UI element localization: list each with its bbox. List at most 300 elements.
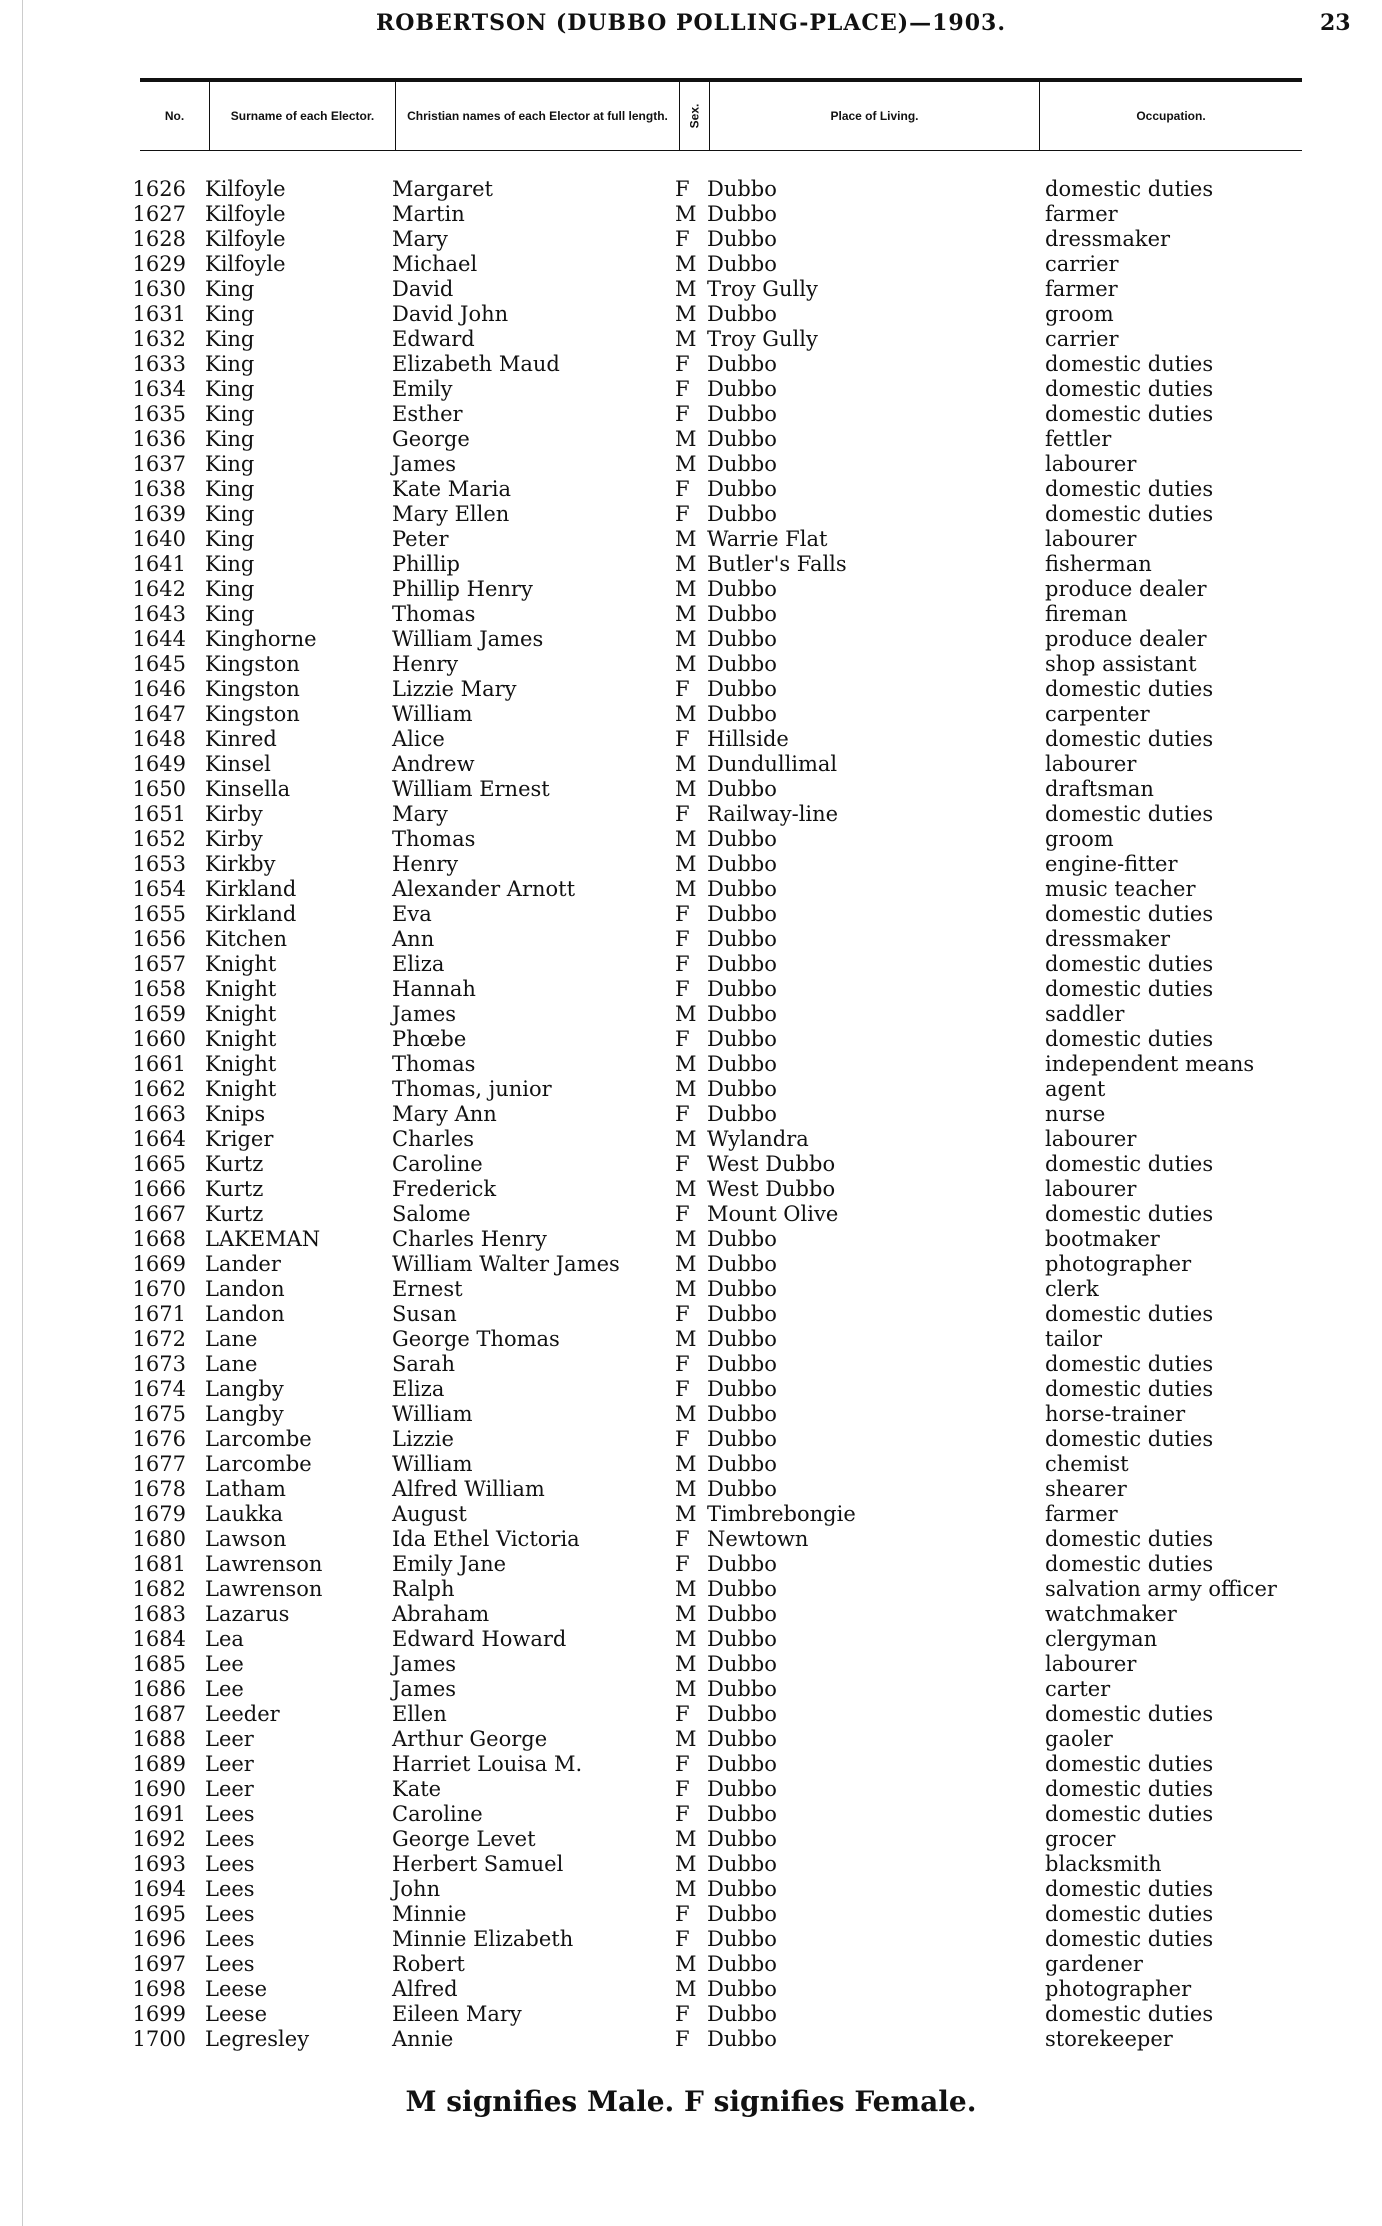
elector-place: Timbrebongie <box>707 1502 856 1526</box>
elector-christian-names: Eliza <box>392 1377 445 1401</box>
elector-occupation: carter <box>1045 1677 1111 1701</box>
elector-number: 1633 <box>132 352 186 376</box>
elector-list <box>0 177 1382 2052</box>
table-header <box>140 78 1302 151</box>
elector-christian-names: Caroline <box>392 1152 483 1176</box>
elector-place: Dubbo <box>707 1827 777 1851</box>
elector-occupation: domestic duties <box>1045 1027 1214 1051</box>
elector-occupation: saddler <box>1045 1002 1125 1026</box>
elector-sex: M <box>675 552 697 576</box>
elector-sex: M <box>675 1852 697 1876</box>
elector-christian-names: William <box>392 702 473 726</box>
elector-occupation: domestic duties <box>1045 1702 1214 1726</box>
elector-place: Dubbo <box>707 377 777 401</box>
table-row <box>0 1152 1382 1177</box>
elector-christian-names: Ernest <box>392 1277 463 1301</box>
elector-christian-names: Sarah <box>392 1352 455 1376</box>
elector-sex: F <box>675 1552 690 1576</box>
elector-christian-names: James <box>392 1652 457 1676</box>
elector-number: 1668 <box>132 1227 186 1251</box>
table-row <box>0 1877 1382 1902</box>
elector-number: 1675 <box>132 1402 186 1426</box>
elector-place: Dubbo <box>707 1102 777 1126</box>
elector-surname: Knight <box>205 952 277 976</box>
elector-sex: M <box>675 1277 697 1301</box>
elector-number: 1638 <box>132 477 186 501</box>
table-row <box>0 777 1382 802</box>
elector-number: 1681 <box>132 1552 186 1576</box>
elector-place: Dubbo <box>707 952 777 976</box>
elector-sex: M <box>675 277 697 301</box>
table-row <box>0 1202 1382 1227</box>
table-row <box>0 527 1382 552</box>
table-row <box>0 952 1382 977</box>
elector-surname: Leer <box>205 1752 254 1776</box>
elector-number: 1700 <box>132 2027 186 2051</box>
elector-sex: M <box>675 1977 697 2001</box>
elector-occupation: domestic duties <box>1045 1302 1214 1326</box>
elector-christian-names: Thomas <box>392 1052 476 1076</box>
elector-surname: Kilfoyle <box>205 252 286 276</box>
elector-christian-names: Phillip Henry <box>392 577 533 601</box>
elector-occupation: draftsman <box>1045 777 1154 801</box>
table-row <box>0 1702 1382 1727</box>
elector-surname: Kinsel <box>205 752 271 776</box>
table-row <box>0 477 1382 502</box>
elector-surname: Langby <box>205 1402 284 1426</box>
elector-place: Dubbo <box>707 702 777 726</box>
elector-number: 1663 <box>132 1102 186 1126</box>
elector-sex: M <box>675 652 697 676</box>
table-row <box>0 377 1382 402</box>
elector-sex: M <box>675 527 697 551</box>
elector-place: Dubbo <box>707 1477 777 1501</box>
elector-sex: F <box>675 2002 690 2026</box>
elector-occupation: domestic duties <box>1045 1902 1214 1926</box>
elector-place: Dubbo <box>707 2002 777 2026</box>
table-row <box>0 1527 1382 1552</box>
elector-occupation: farmer <box>1045 1502 1118 1526</box>
elector-number: 1665 <box>132 1152 186 1176</box>
table-row <box>0 1377 1382 1402</box>
elector-christian-names: Phœbe <box>392 1027 467 1051</box>
elector-place: Dubbo <box>707 227 777 251</box>
elector-place: Dubbo <box>707 1977 777 2001</box>
elector-christian-names: Michael <box>392 252 478 276</box>
table-row <box>0 1802 1382 1827</box>
elector-number: 1655 <box>132 902 186 926</box>
elector-occupation: domestic duties <box>1045 402 1214 426</box>
elector-place: Dubbo <box>707 502 777 526</box>
table-row <box>0 402 1382 427</box>
elector-place: West Dubbo <box>707 1152 836 1176</box>
elector-place: Dubbo <box>707 852 777 876</box>
elector-number: 1656 <box>132 927 186 951</box>
elector-place: Dubbo <box>707 1327 777 1351</box>
elector-place: Dubbo <box>707 352 777 376</box>
elector-christian-names: Eileen Mary <box>392 2002 522 2026</box>
elector-surname: King <box>205 277 255 301</box>
table-row <box>0 627 1382 652</box>
elector-number: 1687 <box>132 1702 186 1726</box>
table-row <box>0 1052 1382 1077</box>
elector-place: Dubbo <box>707 1452 777 1476</box>
elector-number: 1688 <box>132 1727 186 1751</box>
elector-number: 1679 <box>132 1502 186 1526</box>
elector-sex: M <box>675 577 697 601</box>
elector-christian-names: Charles <box>392 1127 475 1151</box>
elector-christian-names: Kate Maria <box>392 477 512 501</box>
elector-surname: Kurtz <box>205 1202 264 1226</box>
table-row <box>0 1552 1382 1577</box>
elector-surname: King <box>205 327 255 351</box>
column-header-christian-names: Christian names of each Elector at full length. <box>396 82 680 150</box>
table-row <box>0 977 1382 1002</box>
elector-number: 1642 <box>132 577 186 601</box>
table-row <box>0 852 1382 877</box>
elector-surname: Knight <box>205 1027 277 1051</box>
elector-number: 1653 <box>132 852 186 876</box>
elector-place: Dubbo <box>707 777 777 801</box>
elector-occupation: domestic duties <box>1045 377 1214 401</box>
elector-number: 1697 <box>132 1952 186 1976</box>
elector-number: 1673 <box>132 1352 186 1376</box>
elector-place: Wylandra <box>707 1127 809 1151</box>
elector-christian-names: Mary <box>392 227 448 251</box>
elector-place: Dubbo <box>707 1077 777 1101</box>
elector-number: 1648 <box>132 727 186 751</box>
table-row <box>0 1452 1382 1477</box>
table-row <box>0 552 1382 577</box>
elector-sex: M <box>675 452 697 476</box>
elector-number: 1639 <box>132 502 186 526</box>
table-row <box>0 802 1382 827</box>
elector-occupation: domestic duties <box>1045 1927 1214 1951</box>
elector-occupation: blacksmith <box>1045 1852 1162 1876</box>
elector-place: Dubbo <box>707 477 777 501</box>
elector-occupation: watchmaker <box>1045 1602 1177 1626</box>
elector-surname: LAKEMAN <box>205 1227 321 1251</box>
elector-sex: M <box>675 327 697 351</box>
elector-occupation: farmer <box>1045 202 1118 226</box>
elector-occupation: photographer <box>1045 1977 1192 2001</box>
elector-sex: F <box>675 1802 690 1826</box>
elector-place: Dubbo <box>707 1777 777 1801</box>
elector-occupation: gardener <box>1045 1952 1143 1976</box>
elector-sex: M <box>675 427 697 451</box>
elector-occupation: domestic duties <box>1045 1552 1214 1576</box>
elector-surname: Leese <box>205 1977 268 2001</box>
elector-place: Dubbo <box>707 1627 777 1651</box>
elector-surname: Knips <box>205 1102 266 1126</box>
elector-sex: M <box>675 1477 697 1501</box>
table-row <box>0 577 1382 602</box>
elector-place: Dubbo <box>707 1902 777 1926</box>
elector-christian-names: David <box>392 277 454 301</box>
elector-surname: King <box>205 402 255 426</box>
elector-place: Dubbo <box>707 1602 777 1626</box>
elector-number: 1637 <box>132 452 186 476</box>
elector-place: Troy Gully <box>707 277 818 301</box>
elector-christian-names: Minnie <box>392 1902 467 1926</box>
elector-surname: King <box>205 352 255 376</box>
elector-christian-names: Martin <box>392 202 465 226</box>
elector-christian-names: Salome <box>392 1202 471 1226</box>
elector-surname: King <box>205 577 255 601</box>
elector-place: Dubbo <box>707 2027 777 2051</box>
elector-number: 1647 <box>132 702 186 726</box>
elector-sex: F <box>675 1777 690 1801</box>
elector-occupation: domestic duties <box>1045 1777 1214 1801</box>
elector-place: Dubbo <box>707 1677 777 1701</box>
elector-place: Dubbo <box>707 602 777 626</box>
elector-christian-names: Phillip <box>392 552 460 576</box>
table-row <box>0 652 1382 677</box>
elector-sex: F <box>675 1027 690 1051</box>
elector-christian-names: Ellen <box>392 1702 447 1726</box>
elector-christian-names: Annie <box>392 2027 454 2051</box>
elector-occupation: clergyman <box>1045 1627 1158 1651</box>
elector-occupation: grocer <box>1045 1827 1116 1851</box>
elector-sex: M <box>675 852 697 876</box>
elector-surname: Leese <box>205 2002 268 2026</box>
column-header-sex-label: Sex. <box>687 103 702 129</box>
elector-surname: Lees <box>205 1877 255 1901</box>
elector-christian-names: James <box>392 1002 457 1026</box>
elector-sex: F <box>675 977 690 1001</box>
elector-christian-names: William <box>392 1402 473 1426</box>
elector-number: 1666 <box>132 1177 186 1201</box>
elector-sex: M <box>675 1077 697 1101</box>
elector-surname: Larcombe <box>205 1427 312 1451</box>
table-row <box>0 1427 1382 1452</box>
table-row <box>0 1977 1382 2002</box>
elector-place: Dubbo <box>707 1652 777 1676</box>
elector-occupation: music teacher <box>1045 877 1196 901</box>
column-header-occupation: Occupation. <box>1136 109 1206 123</box>
elector-surname: Knight <box>205 1002 277 1026</box>
elector-surname: Lane <box>205 1352 258 1376</box>
elector-number: 1659 <box>132 1002 186 1026</box>
elector-occupation: nurse <box>1045 1102 1106 1126</box>
elector-place: Dubbo <box>707 1802 777 1826</box>
elector-number: 1643 <box>132 602 186 626</box>
elector-place: Dubbo <box>707 1402 777 1426</box>
elector-place: Dubbo <box>707 1577 777 1601</box>
elector-surname: Lawson <box>205 1527 287 1551</box>
elector-christian-names: Frederick <box>392 1177 497 1201</box>
elector-occupation: domestic duties <box>1045 1802 1214 1826</box>
column-header-sex <box>680 82 710 150</box>
elector-place: Warrie Flat <box>707 527 828 551</box>
elector-christian-names: Alfred William <box>392 1477 545 1501</box>
elector-place: Dubbo <box>707 927 777 951</box>
elector-occupation: gaoler <box>1045 1727 1113 1751</box>
elector-place: West Dubbo <box>707 1177 836 1201</box>
elector-christian-names: Margaret <box>392 177 493 201</box>
elector-christian-names: Hannah <box>392 977 476 1001</box>
elector-occupation: labourer <box>1045 452 1137 476</box>
elector-number: 1678 <box>132 1477 186 1501</box>
elector-number: 1672 <box>132 1327 186 1351</box>
table-row <box>0 1227 1382 1252</box>
table-row <box>0 902 1382 927</box>
elector-number: 1682 <box>132 1577 186 1601</box>
table-row <box>0 202 1382 227</box>
elector-surname: King <box>205 427 255 451</box>
elector-number: 1667 <box>132 1202 186 1226</box>
elector-christian-names: Lizzie Mary <box>392 677 517 701</box>
elector-number: 1671 <box>132 1302 186 1326</box>
elector-christian-names: Ralph <box>392 1577 455 1601</box>
elector-christian-names: Mary Ann <box>392 1102 497 1126</box>
elector-occupation: horse-trainer <box>1045 1402 1186 1426</box>
elector-surname: Lees <box>205 1927 255 1951</box>
elector-place: Dubbo <box>707 1852 777 1876</box>
elector-place: Dubbo <box>707 1377 777 1401</box>
elector-sex: F <box>675 1902 690 1926</box>
table-row <box>0 1652 1382 1677</box>
elector-christian-names: Emily Jane <box>392 1552 507 1576</box>
elector-number: 1660 <box>132 1027 186 1051</box>
elector-place: Dubbo <box>707 1427 777 1451</box>
table-row <box>0 877 1382 902</box>
elector-christian-names: David John <box>392 302 509 326</box>
elector-surname: Kirkland <box>205 902 297 926</box>
elector-christian-names: Mary <box>392 802 448 826</box>
elector-place: Dubbo <box>707 1227 777 1251</box>
elector-occupation: fisherman <box>1045 552 1152 576</box>
elector-number: 1629 <box>132 252 186 276</box>
elector-christian-names: Ida Ethel Victoria <box>392 1527 580 1551</box>
page-number: 23 <box>1320 10 1351 36</box>
elector-surname: Kingston <box>205 677 300 701</box>
table-row <box>0 1777 1382 1802</box>
elector-christian-names: Charles Henry <box>392 1227 547 1251</box>
elector-surname: Larcombe <box>205 1452 312 1476</box>
elector-sex: M <box>675 1827 697 1851</box>
elector-sex: M <box>675 252 697 276</box>
elector-christian-names: Arthur George <box>392 1727 548 1751</box>
elector-surname: Kinsella <box>205 777 291 801</box>
table-row <box>0 427 1382 452</box>
elector-surname: King <box>205 602 255 626</box>
elector-place: Dubbo <box>707 1277 777 1301</box>
elector-occupation: domestic duties <box>1045 1202 1214 1226</box>
table-row <box>0 502 1382 527</box>
table-row <box>0 1077 1382 1102</box>
elector-surname: Kilfoyle <box>205 227 286 251</box>
elector-occupation: domestic duties <box>1045 902 1214 926</box>
elector-surname: Lees <box>205 1802 255 1826</box>
elector-sex: F <box>675 1927 690 1951</box>
elector-number: 1664 <box>132 1127 186 1151</box>
table-row <box>0 352 1382 377</box>
elector-place: Mount Olive <box>707 1202 839 1226</box>
elector-sex: M <box>675 1402 697 1426</box>
elector-sex: M <box>675 602 697 626</box>
elector-christian-names: Mary Ellen <box>392 502 510 526</box>
table-row <box>0 827 1382 852</box>
elector-number: 1657 <box>132 952 186 976</box>
table-row <box>0 302 1382 327</box>
elector-number: 1690 <box>132 1777 186 1801</box>
elector-sex: M <box>675 702 697 726</box>
elector-place: Dubbo <box>707 1877 777 1901</box>
elector-sex: F <box>675 377 690 401</box>
elector-christian-names: Kate <box>392 1777 442 1801</box>
table-row <box>0 1827 1382 1852</box>
elector-christian-names: Henry <box>392 652 459 676</box>
elector-number: 1699 <box>132 2002 186 2026</box>
elector-christian-names: Ann <box>392 927 435 951</box>
elector-number: 1634 <box>132 377 186 401</box>
elector-christian-names: Lizzie <box>392 1427 454 1451</box>
elector-number: 1686 <box>132 1677 186 1701</box>
elector-christian-names: Robert <box>392 1952 465 1976</box>
elector-christian-names: William <box>392 1452 473 1476</box>
table-row <box>0 1602 1382 1627</box>
elector-occupation: domestic duties <box>1045 502 1214 526</box>
elector-number: 1626 <box>132 177 186 201</box>
elector-occupation: labourer <box>1045 752 1137 776</box>
table-row <box>0 752 1382 777</box>
elector-surname: Langby <box>205 1377 284 1401</box>
elector-sex: M <box>675 1502 697 1526</box>
elector-christian-names: Harriet Louisa M. <box>392 1752 583 1776</box>
elector-christian-names: Alice <box>392 727 445 751</box>
elector-number: 1628 <box>132 227 186 251</box>
elector-sex: F <box>675 1427 690 1451</box>
elector-number: 1658 <box>132 977 186 1001</box>
elector-number: 1694 <box>132 1877 186 1901</box>
footer-note: M signifies Male. F signifies Female. <box>405 2085 977 2118</box>
elector-sex: F <box>675 952 690 976</box>
elector-number: 1680 <box>132 1527 186 1551</box>
elector-surname: Lea <box>205 1627 244 1651</box>
elector-surname: Kirkby <box>205 852 276 876</box>
elector-number: 1641 <box>132 552 186 576</box>
elector-christian-names: Emily <box>392 377 453 401</box>
elector-sex: F <box>675 402 690 426</box>
elector-occupation: domestic duties <box>1045 1377 1214 1401</box>
elector-surname: Lee <box>205 1652 244 1676</box>
elector-place: Dundullimal <box>707 752 838 776</box>
elector-occupation: domestic duties <box>1045 1352 1214 1376</box>
elector-occupation: fireman <box>1045 602 1128 626</box>
table-row <box>0 1102 1382 1127</box>
elector-surname: Legresley <box>205 2027 310 2051</box>
table-row <box>0 452 1382 477</box>
table-row <box>0 277 1382 302</box>
elector-place: Dubbo <box>707 1752 777 1776</box>
table-row <box>0 1727 1382 1752</box>
elector-number: 1652 <box>132 827 186 851</box>
elector-surname: King <box>205 302 255 326</box>
elector-christian-names: James <box>392 1677 457 1701</box>
elector-number: 1661 <box>132 1052 186 1076</box>
elector-sex: M <box>675 1127 697 1151</box>
elector-occupation: domestic duties <box>1045 2002 1214 2026</box>
elector-occupation: chemist <box>1045 1452 1129 1476</box>
elector-place: Dubbo <box>707 1252 777 1276</box>
elector-occupation: domestic duties <box>1045 1427 1214 1451</box>
elector-surname: Kinred <box>205 727 277 751</box>
elector-christian-names: Edward <box>392 327 475 351</box>
elector-surname: Lees <box>205 1827 255 1851</box>
elector-surname: Lawrenson <box>205 1552 323 1576</box>
elector-number: 1698 <box>132 1977 186 2001</box>
